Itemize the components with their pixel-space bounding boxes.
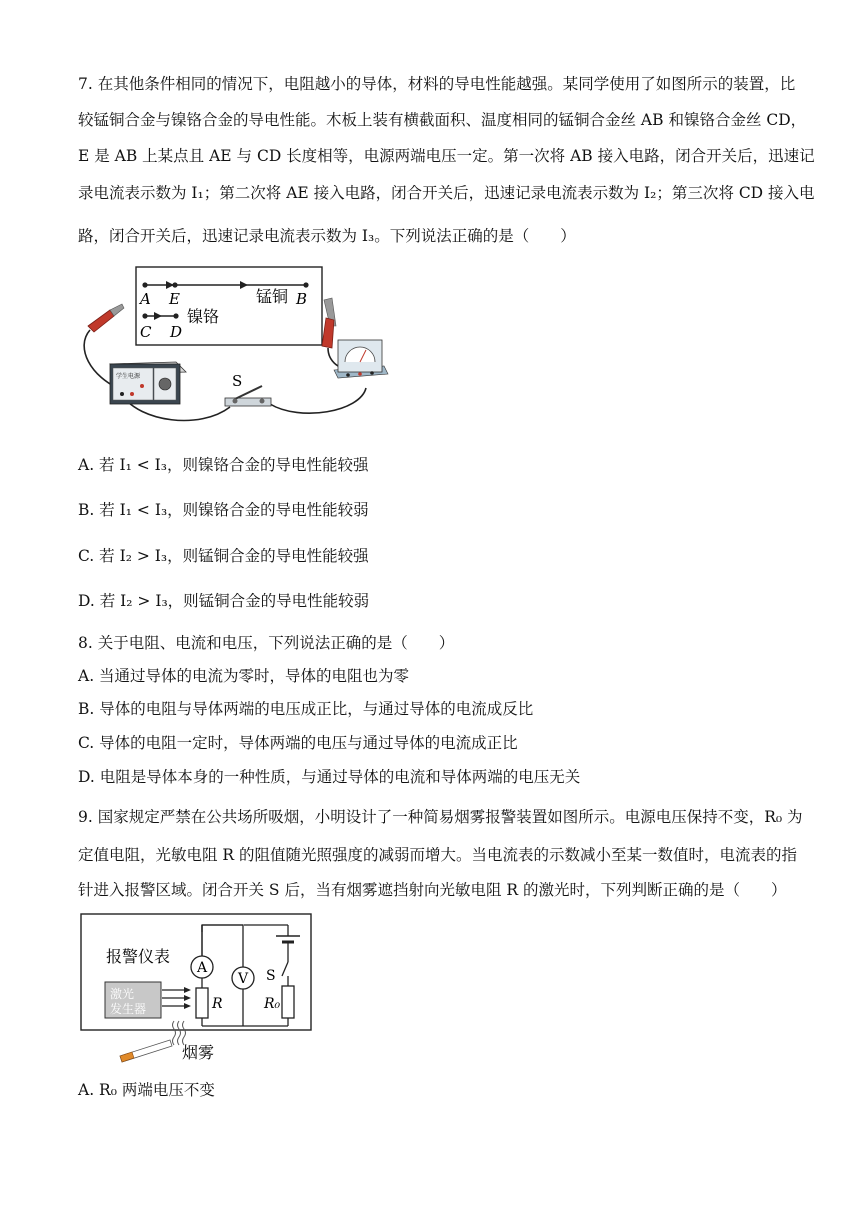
q8-option-c[interactable]: C. 导体的电阻一定时，导体两端的电压与通过导体的电流成正比 bbox=[78, 734, 518, 752]
photoresistor-R bbox=[196, 988, 208, 1018]
q7-line-1: 7. 在其他条件相同的情况下，电阻越小的导体，材料的导电性能越强。某同学使用了如图所示的装置，比 bbox=[78, 75, 796, 93]
q8-option-a[interactable]: A. 当通过导体的电流为零时，导体的电阻也为零 bbox=[78, 667, 410, 685]
laser-label-1: 激光 bbox=[110, 987, 135, 1001]
power-supply-label: 学生电源 bbox=[116, 373, 141, 380]
label-C: C bbox=[140, 323, 152, 341]
label-A: A bbox=[140, 290, 151, 308]
q7-circuit-figure bbox=[70, 262, 410, 434]
q7-option-c[interactable]: C. 若 I₂ > I₃，则锰铜合金的导电性能较强 bbox=[78, 547, 369, 565]
q7-line-3: E 是 AB 上某点且 AE 与 CD 长度相等，电源两端电压一定。第一次将 AB 接入电路，闭合开关后，迅速记 bbox=[78, 147, 815, 165]
q9-option-a[interactable]: A. R₀ 两端电压不变 bbox=[78, 1081, 215, 1099]
q7-line-2: 较锰铜合金与镍铬合金的导电性能。木板上装有横截面积、温度相同的锰铜合金丝 AB 和镍铬合金丝 CD， bbox=[78, 111, 807, 129]
q8-option-d[interactable]: D. 电阻是导体本身的一种性质，与通过导体的电流和导体两端的电压无关 bbox=[78, 768, 581, 786]
label-D: D bbox=[170, 323, 183, 341]
left-clip-icon bbox=[88, 304, 124, 332]
smoke-label: 烟雾 bbox=[182, 1043, 215, 1062]
laser-label-2: 发生器 bbox=[110, 1002, 147, 1016]
label-R0: R₀ bbox=[264, 996, 281, 1012]
q9-line-1: 9. 国家规定严禁在公共场所吸烟，小明设计了一种简易烟雾报警装置如图所示。电源电压保持不变，R₀ 为 bbox=[78, 808, 803, 826]
label-B: B bbox=[296, 290, 308, 308]
q8-option-b[interactable]: B. 导体的电阻与导体两端的电压成正比，与通过导体的电流成反比 bbox=[78, 700, 534, 718]
label-mntong: 锰铜 bbox=[256, 287, 289, 306]
ammeter-letter: A bbox=[197, 960, 208, 976]
q9-alarm-circuit-figure bbox=[78, 910, 318, 1066]
ammeter-icon bbox=[334, 340, 388, 378]
voltmeter-letter: V bbox=[238, 971, 249, 987]
label-nie: 镍铬 bbox=[187, 307, 220, 326]
right-clip-icon bbox=[322, 298, 336, 348]
q8-stem: 8. 关于电阻、电流和电压，下列说法正确的是（ ） bbox=[78, 634, 455, 652]
q7-line-5: 路，闭合开关后，迅速记录电流表示数为 I₃。下列说法正确的是（ ） bbox=[78, 227, 576, 245]
label-S-q7: S bbox=[232, 372, 243, 390]
q7-option-b[interactable]: B. 若 I₁ < I₃，则镍铬合金的导电性能较弱 bbox=[78, 501, 369, 519]
alarm-label: 报警仪表 bbox=[106, 947, 171, 966]
q7-option-a[interactable]: A. 若 I₁ < I₃，则镍铬合金的导电性能较强 bbox=[78, 456, 369, 474]
label-E: E bbox=[169, 290, 180, 308]
power-supply-icon bbox=[110, 362, 186, 404]
label-S-q9: S bbox=[266, 968, 276, 984]
q7-option-d[interactable]: D. 若 I₂ > I₃，则锰铜合金的导电性能较弱 bbox=[78, 592, 370, 610]
q9-line-2: 定值电阻，光敏电阻 R 的阻值随光照强度的减弱而增大。当电流表的示数减小至某一数值时，电流表的指 bbox=[78, 846, 798, 864]
q7-line-4: 录电流表示数为 I₁；第二次将 AE 接入电路，闭合开关后，迅速记录电流表示数为 I₂；第三次将 CD 接入电 bbox=[78, 184, 815, 202]
q9-line-3: 针进入报警区域。闭合开关 S 后，当有烟雾遮挡射向光敏电阻 R 的激光时，下列判断正确的是（ ） bbox=[78, 881, 787, 899]
label-R: R bbox=[212, 996, 223, 1012]
cigarette-filter-icon bbox=[120, 1052, 134, 1062]
